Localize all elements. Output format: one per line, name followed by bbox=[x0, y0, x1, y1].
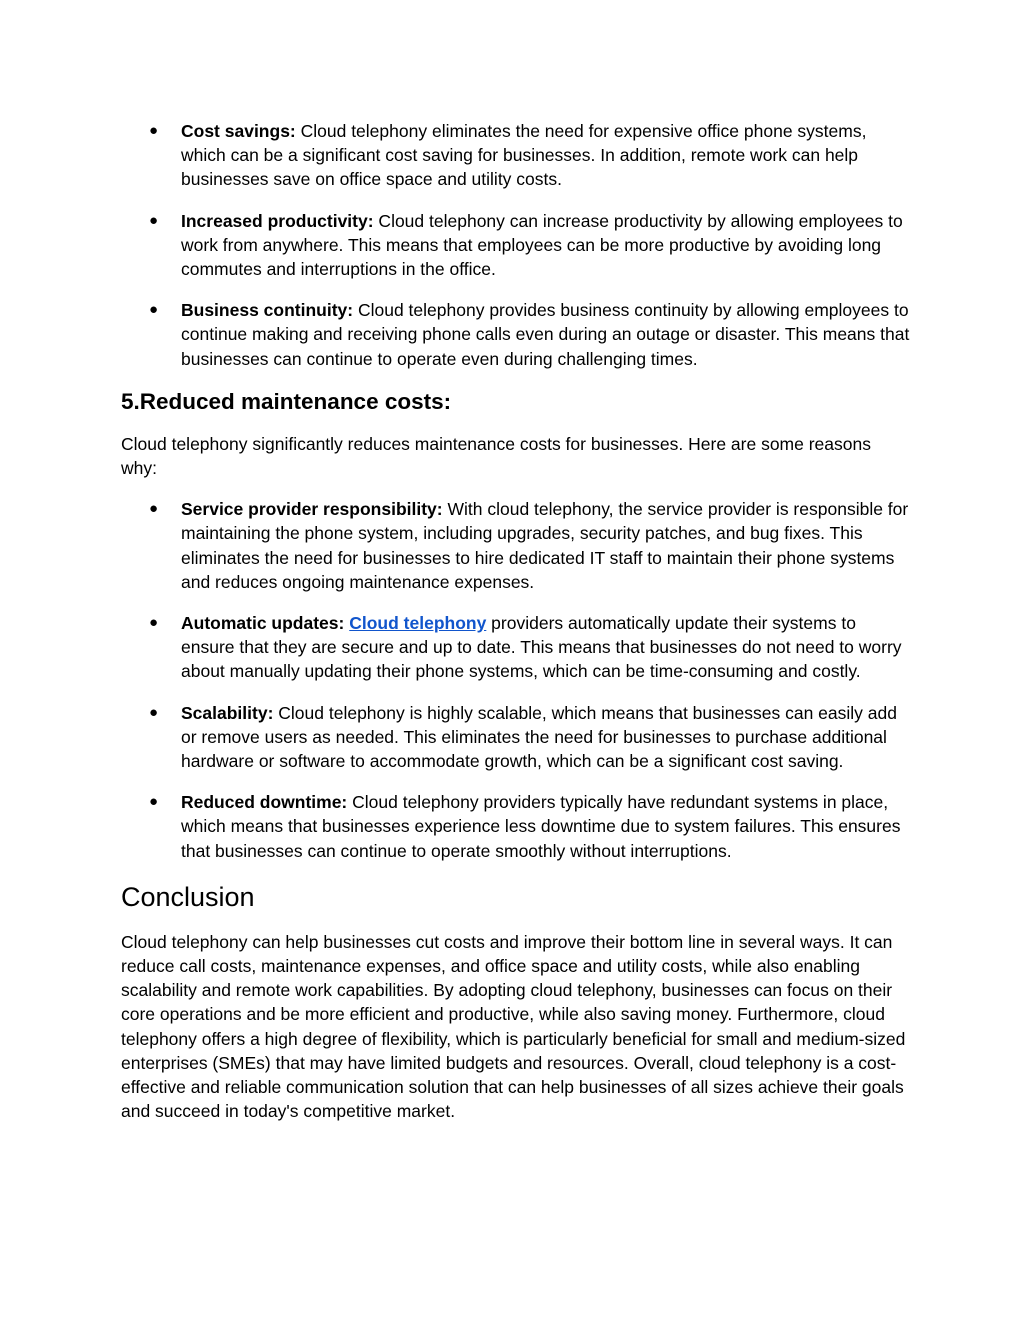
list-item-text: Cloud telephony eliminates the need for expensive office phone systems, which can be a significant cost saving for businesses. In addition, remote work can help businesses save on office space and utility costs. bbox=[181, 121, 867, 190]
bullet-dot-icon: ● bbox=[149, 122, 159, 139]
document-page bbox=[121, 119, 911, 1141]
section-heading-reduced-maintenance: 5.Reduced maintenance costs: bbox=[121, 388, 452, 414]
bullet-dot-icon: ● bbox=[149, 301, 159, 319]
bullet-dot-icon: ● bbox=[149, 211, 159, 229]
list-item-text: Cloud telephony provides business continuity by allowing employees to continue making and receiving phone calls even during an outage or disaster. This means that businesses can continue to operate even during challenging times. bbox=[181, 300, 910, 369]
list-item-automatic-updates bbox=[121, 611, 911, 684]
list-item-text: Cloud telephony providers typically have redundant systems in place, which means that businesses experience less downtime due to system failures. This ensures that businesses can continue to operate smoothly without interruptions. bbox=[181, 792, 901, 861]
bullet-dot-icon: ● bbox=[149, 614, 159, 632]
bullet-dot-icon: ● bbox=[149, 500, 159, 518]
list-item-increased-productivity bbox=[121, 209, 911, 282]
list-item-text: With cloud telephony, the service provider is responsible for maintaining the phone system, including upgrades, security patches, and bug fixes. This eliminates the need for businesses to hire dedicated IT staff to maintain their phone systems and reduces ongoing maintenance expenses. bbox=[181, 499, 909, 592]
list-item-reduced-downtime bbox=[121, 790, 911, 863]
cloud-telephony-link[interactable]: Cloud telephony bbox=[349, 613, 487, 634]
conclusion-heading: Conclusion bbox=[121, 881, 255, 912]
benefits-list bbox=[121, 119, 911, 371]
list-item-title: Scalability: bbox=[181, 702, 274, 723]
list-item-business-continuity bbox=[121, 298, 911, 371]
maintenance-reasons-list bbox=[121, 497, 911, 863]
list-item-title: Service provider responsibility: bbox=[181, 499, 443, 520]
bullet-dot-icon: ● bbox=[149, 703, 159, 721]
list-item-title: Reduced downtime: bbox=[181, 792, 348, 813]
list-item-title: Automatic updates: bbox=[181, 613, 345, 634]
list-item-service-provider bbox=[121, 497, 911, 594]
bullet-dot-icon: ● bbox=[149, 793, 159, 811]
list-item-text: Cloud telephony is highly scalable, which means that businesses can easily add or remove users as needed. This eliminates the need for businesses to purchase additional hardware or software to accommodate growth, which can be a significant cost saving. bbox=[181, 702, 897, 772]
list-item-title: Business continuity: bbox=[181, 300, 354, 321]
list-item-title: Increased productivity: bbox=[181, 210, 374, 231]
list-item-title: Cost savings: bbox=[181, 121, 296, 141]
list-item-text: providers automatically update their systems to ensure that they are secure and up to date. This means that businesses do not need to worry about manually updating their phone systems, which can be time-consuming and costly. bbox=[181, 613, 902, 682]
section-intro-paragraph: Cloud telephony significantly reduces maintenance costs for businesses. Here are some reasons why: bbox=[121, 433, 871, 479]
list-item-cost-savings bbox=[121, 119, 911, 192]
list-item-text: Cloud telephony can increase productivity by allowing employees to work from anywhere. This means that employees can be more productive by avoiding long commutes and interruptions in the office. bbox=[181, 210, 903, 280]
conclusion-paragraph: Cloud telephony can help businesses cut costs and improve their bottom line in several ways. It can reduce call costs, maintenance expenses, and office space and utility costs, while also enabling scalability and remote work capabilities. By adopting cloud telephony, businesses can focus on their core operations and be more efficient and productive, while also saving money. Furthermore, cloud telephony offers a high degree of flexibility, which is particularly beneficial for small and medium-sized enterprises (SMEs) that may have limited budgets and resources. Overall, cloud telephony is a cost-effective and reliable communication solution that can help businesses of all sizes achieve their goals and succeed in today's competitive market. bbox=[121, 931, 906, 1122]
list-item-scalability bbox=[121, 701, 911, 774]
